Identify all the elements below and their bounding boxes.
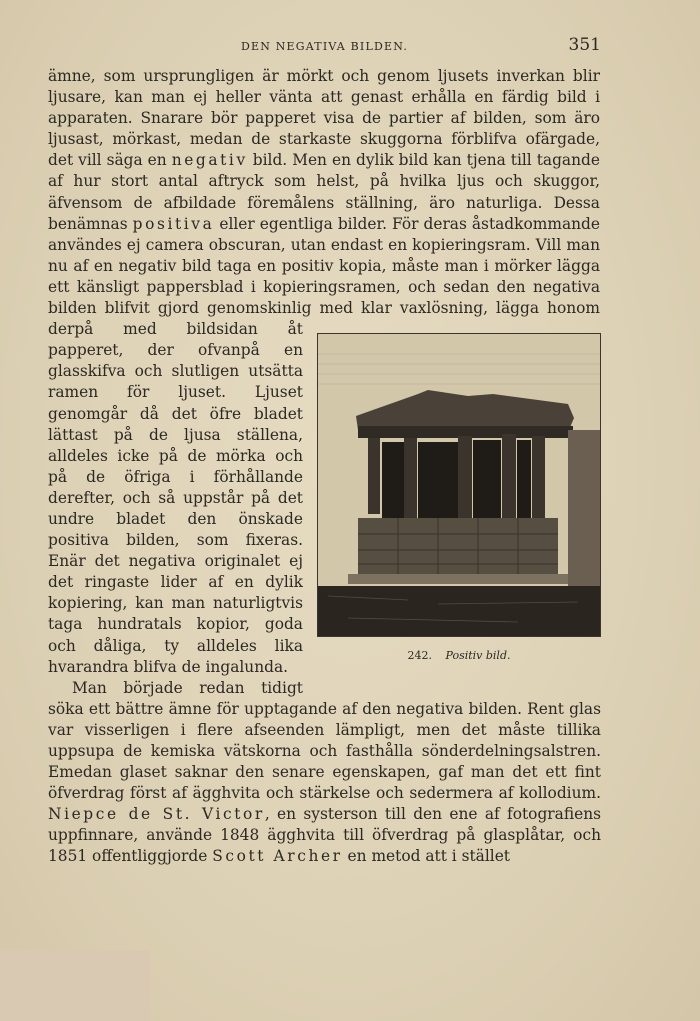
figure-number: 242. bbox=[407, 649, 432, 662]
page-number: 351 bbox=[568, 35, 601, 55]
paragraph-1-part-2: bild. Men en dylik bild kan tjena till tagande af hur stort antal aftryck som helst, på hvilka ljus och skuggor, äfvensom de afbildade föremålens ställning, äro naturliga. Dessa benämnas bbox=[48, 151, 600, 233]
emphasis-negativ: negativ bbox=[171, 151, 248, 170]
paragraph-2-part-1: Man började redan tidigt söka ett bättre ämne för upptagande af den negativa bilden. Rent glas var visserligen i flere afseenden lämpligt, men det måste tillika uppsupa de kemiska vätskorna och fasthålla sönderdelningsalstren. Emedan glaset saknar den senare egenskapen, gaf man det ett fint öfverdrag först af ägghvita och stärkelse och sedermera af kollodium. bbox=[48, 678, 601, 803]
page-header bbox=[48, 36, 601, 58]
figure-caption-text: Positiv bild. bbox=[445, 649, 511, 662]
corner-mark bbox=[0, 950, 150, 1021]
running-title: DEN NEGATIVA BILDEN. bbox=[240, 40, 409, 53]
paragraph-2 bbox=[48, 678, 601, 868]
figure-caption bbox=[317, 649, 601, 663]
paragraph-1-part-3: eller egentliga bilder. För deras åstadkommande användes ej camera obscuran, utan endast en kopieringsram. Vill man nu af en negativ bild taga en positiv kopia, måste man i mörker lägga ett känsligt pappersblad i kopieringsramen, och sedan den negativa bilden blifvit gjord genomskinlig med klar vaxlösning, lägga honom derpå med bildsidan åt papperet, der ofvanpå en glasskifva och slutligen utsätta ramen för ljuset. Ljuset genomgår då det öfre bladet lättast på de ljusa ställena, alldeles icke på de mörka och på de öfriga i förhållande derefter, och så uppstår på det undre bladet den önskade positiva bilden, som fixeras. Enär det negativa originalet ej det ringaste lider af en dylik kopiering, kan man naturligtvis taga hundratals kopior, goda och dåliga, ty alldeles lika hvarandra blifva de ingalunda. bbox=[48, 214, 600, 676]
emphasis-positiva: positiva bbox=[132, 214, 215, 233]
paragraph-2-part-2: , en systerson till den ene af fotografiens uppfinnare, använde 1848 ägghvita till öfverdrag på glasplåtar, och 1851 offentliggjorde bbox=[48, 805, 602, 866]
paragraph-2-part-3: en metod att i stället bbox=[342, 847, 510, 866]
figure-box bbox=[317, 333, 601, 663]
erechtheion-illustration bbox=[318, 334, 600, 636]
emphasis-scott-archer: Scott Archer bbox=[212, 847, 343, 866]
emphasis-niepce: Niepce de St. Victor bbox=[48, 805, 265, 824]
paragraph-1-part-1: ämne, som ursprungligen är mörkt och genom ljusets inverkan blir ljusare, kan man ej heller vänta att genast erhålla en färdig bild i apparaten. Snarare bör papperet visa de partier af bilden, som äro ljusast, mörkast, medan de starkaste skuggorna förblifva ofärgade, det vill säga en bbox=[48, 67, 600, 170]
figure-wrap-pusher bbox=[600, 66, 601, 328]
figure-image bbox=[317, 333, 601, 637]
